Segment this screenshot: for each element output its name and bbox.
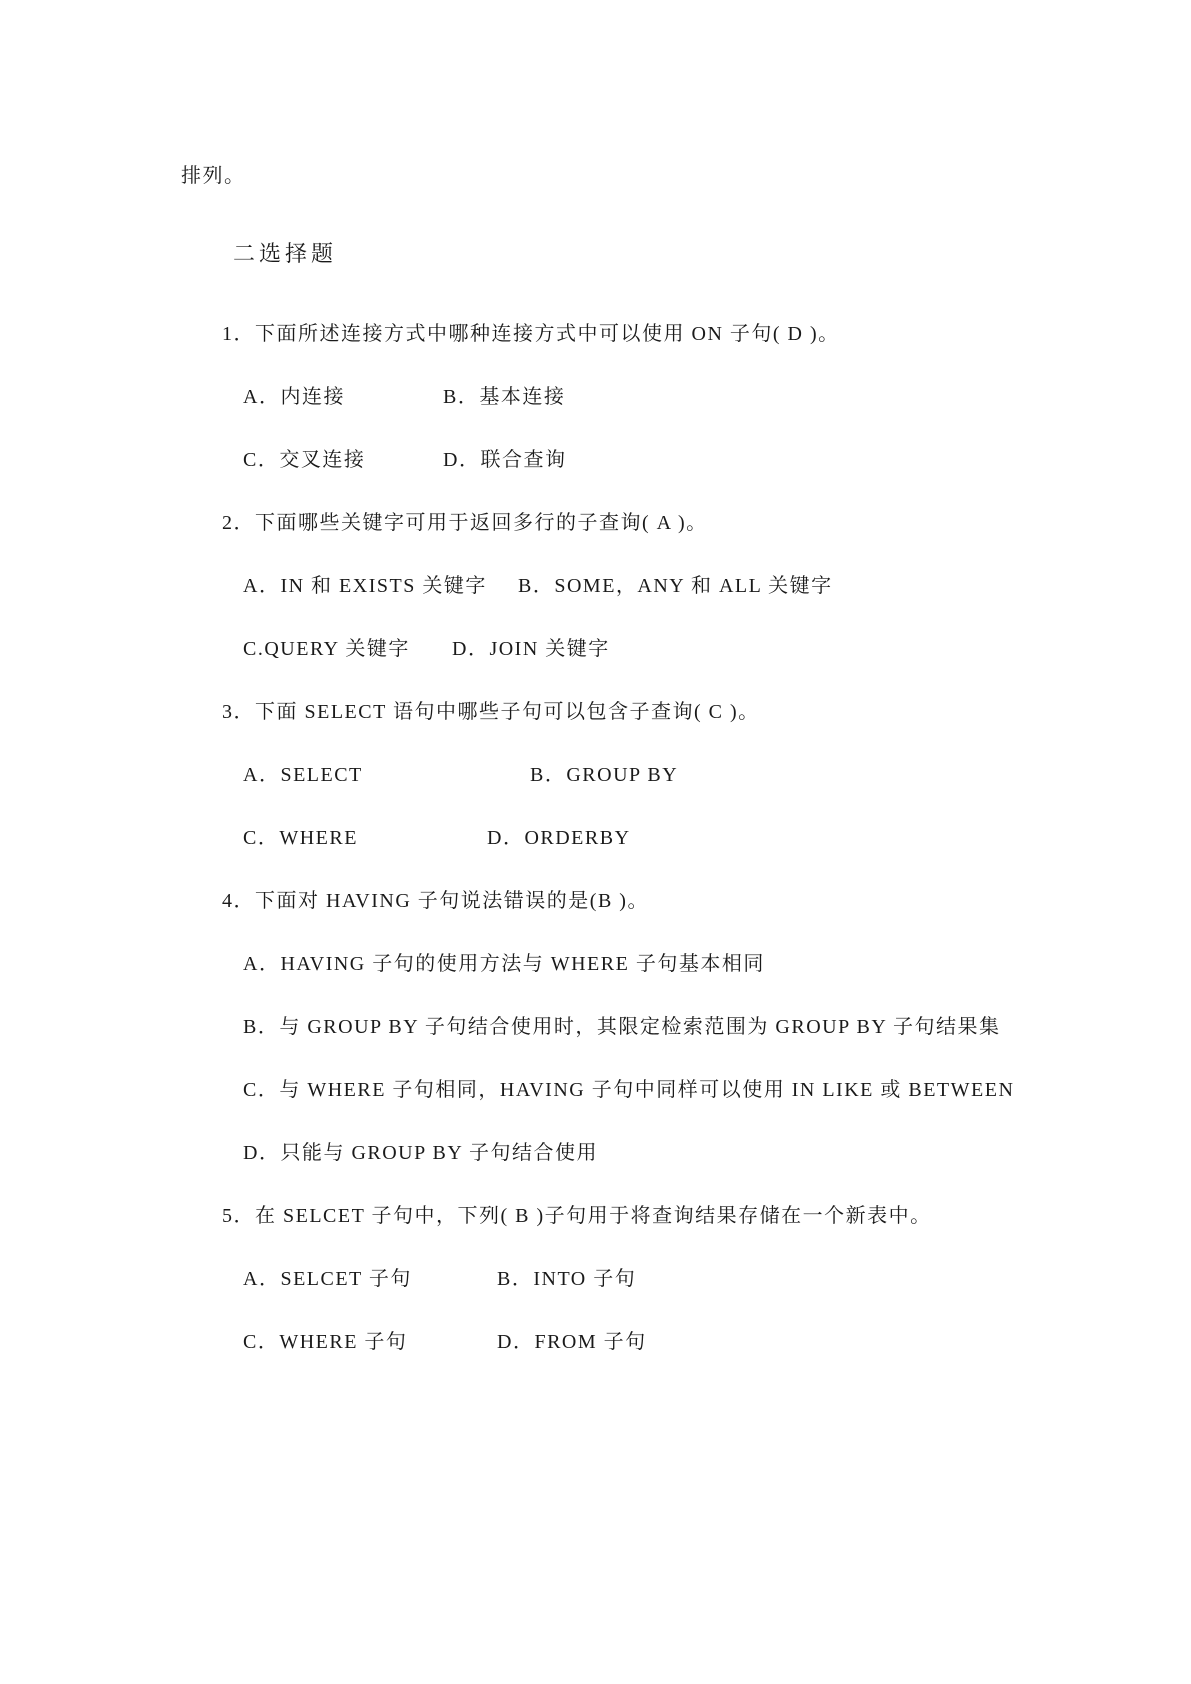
q5-option-a: A．SELCET 子句 xyxy=(243,1268,412,1290)
question-1: 1．下面所述连接方式中哪种连接方式中可以使用 ON 子句( D )。 xyxy=(222,323,840,345)
q5-option-d: D．FROM 子句 xyxy=(497,1331,647,1353)
q2-option-c: C.QUERY 关键字 xyxy=(243,638,410,660)
question-3: 3．下面 SELECT 语句中哪些子句可以包含子查询( C )。 xyxy=(222,701,760,723)
question-2: 2．下面哪些关键字可用于返回多行的子查询( A )。 xyxy=(222,512,708,534)
q3-option-d: D．ORDERBY xyxy=(487,827,631,849)
q1-option-a: A．内连接 xyxy=(243,386,345,408)
q1-option-d: D．联合查询 xyxy=(443,449,567,471)
q4-option-c: C．与 WHERE 子句相同，HAVING 子句中同样可以使用 IN LIKE 或 BETWEEN xyxy=(243,1079,1015,1101)
q3-option-b: B．GROUP BY xyxy=(530,764,679,786)
q1-option-c: C．交叉连接 xyxy=(243,449,366,471)
question-4: 4．下面对 HAVING 子句说法错误的是(B )。 xyxy=(222,890,649,912)
q4-option-a: A．HAVING 子句的使用方法与 WHERE 子句基本相同 xyxy=(243,953,765,975)
q2-option-a: A．IN 和 EXISTS 关键字 xyxy=(243,575,487,597)
q2-option-d: D．JOIN 关键字 xyxy=(452,638,610,660)
q4-option-b: B．与 GROUP BY 子句结合使用时，其限定检索范围为 GROUP BY 子句结果集 xyxy=(243,1016,1001,1038)
q3-option-c: C．WHERE xyxy=(243,827,358,849)
q3-option-a: A．SELECT xyxy=(243,764,363,786)
continuation-text: 排列。 xyxy=(181,165,246,187)
q5-option-c: C．WHERE 子句 xyxy=(243,1331,408,1353)
q5-option-b: B．INTO 子句 xyxy=(497,1268,637,1290)
q1-option-b: B．基本连接 xyxy=(443,386,566,408)
q4-option-d: D．只能与 GROUP BY 子句结合使用 xyxy=(243,1142,599,1164)
section-title: 二选择题 xyxy=(233,241,338,266)
question-5: 5．在 SELCET 子句中，下列( B )子句用于将查询结果存储在一个新表中。 xyxy=(222,1205,932,1227)
q2-option-b: B．SOME，ANY 和 ALL 关键字 xyxy=(518,575,833,597)
